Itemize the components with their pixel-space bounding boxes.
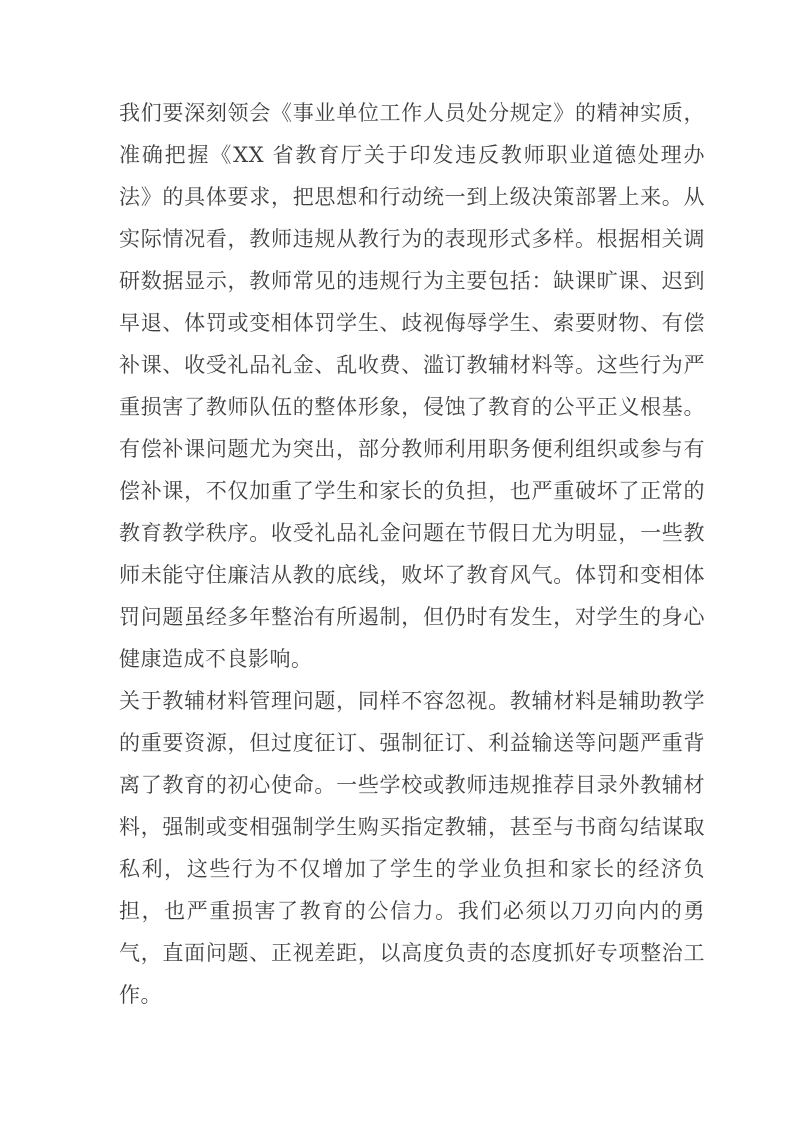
paragraph-2: 关于教辅材料管理问题，同样不容忽视。教辅材料是辅助教学的重要资源，但过度征订、强制征订、利益输送等问题严重背离了教育的初心使命。一些学校或教师违规推荐目录外教辅材料，强制或变相强制学生购买指定教辅，甚至与书商勾结谋取私利，这些行为不仅增加了学生的学业负担和家长的经济负担，也严重损害了教育的公信力。我们必须以刀刃向内的勇气，直面问题、正视差距，以高度负责的态度抓好专项整治工作。 [119,689,705,1007]
document-text-block [119,92,705,1016]
paragraph-1: 我们要深刻领会《事业单位工作人员处分规定》的精神实质，准确把握《XX 省教育厅关于印发违反教师职业道德处理办法》的具体要求，把思想和行动统一到上级决策部署上来。从实际情况看，教师违规从教行为的表现形式多样。根据相关调研数据显示，教师常见的违规行为主要包括：缺课旷课、迟到早退、体罚或变相体罚学生、歧视侮辱学生、索要财物、有偿补课、收受礼品礼金、乱收费、滥订教辅材料等。这些行为严重损害了教师队伍的整体形象，侵蚀了教育的公平正义根基。有偿补课问题尤为突出，部分教师利用职务便利组织或参与有偿补课，不仅加重了学生和家长的负担，也严重破坏了正常的教育教学秩序。收受礼品礼金问题在节假日尤为明显，一些教师未能守住廉洁从教的底线，败坏了教育风气。体罚和变相体罚问题虽经多年整治有所遏制，但仍时有发生，对学生的身心健康造成不良影响。 [119,101,705,671]
